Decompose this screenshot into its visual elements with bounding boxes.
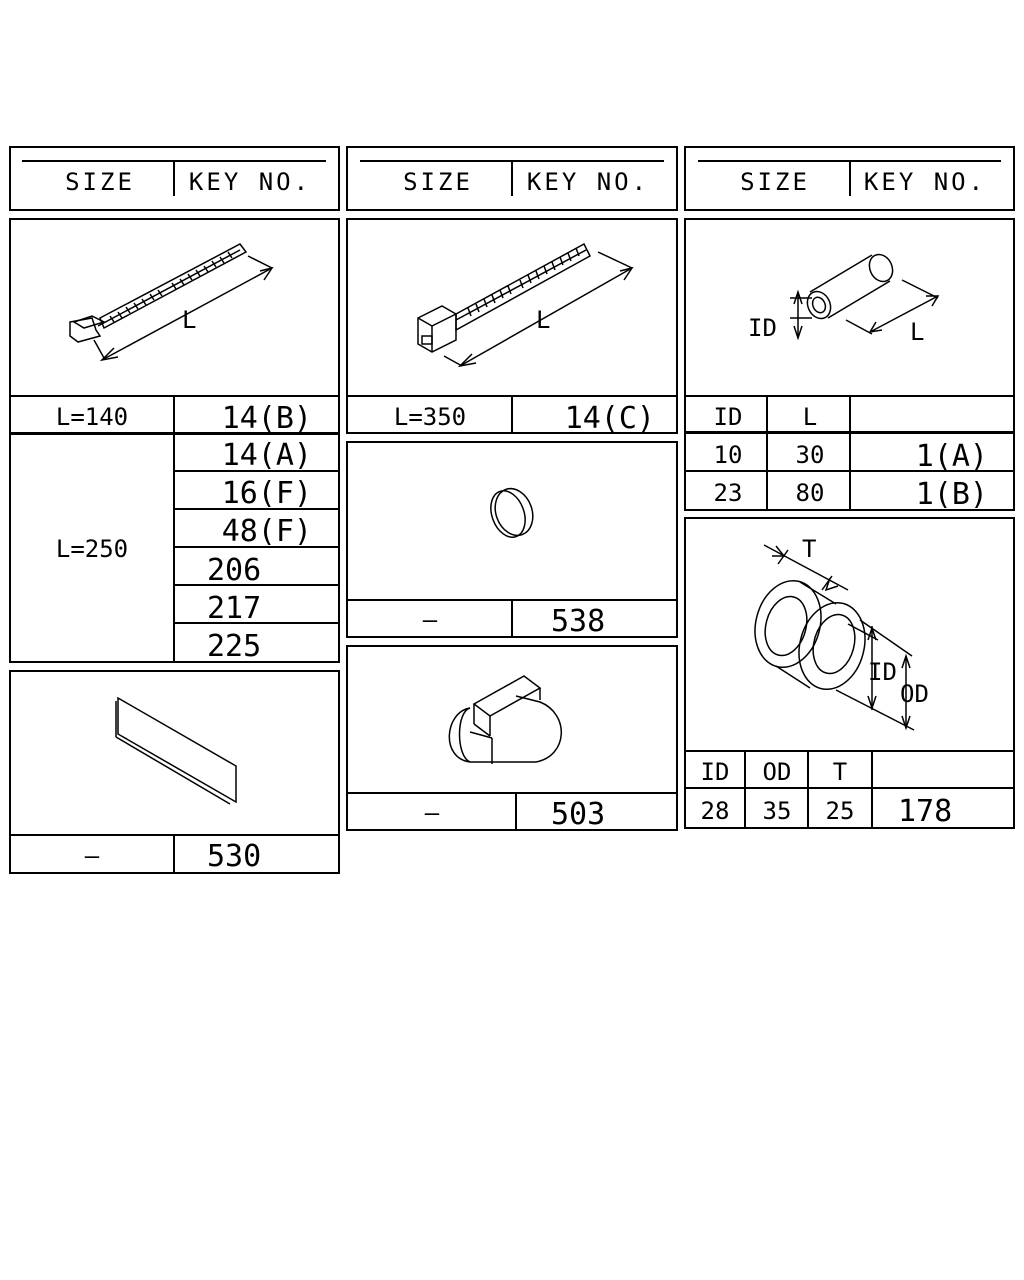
dimension-l xyxy=(846,280,938,346)
header-col3 xyxy=(685,147,1014,210)
size-cell: L=140 xyxy=(55,403,129,431)
size-cell: L=350 xyxy=(393,403,467,431)
id-cell: 28 xyxy=(700,797,730,825)
key-cell: 217 xyxy=(207,591,262,626)
header-key-label: KEY NO. xyxy=(188,168,312,196)
clip-illustration xyxy=(449,676,561,764)
header-size-label: SIZE xyxy=(65,168,135,196)
cable-tie-illustration xyxy=(418,244,590,352)
disc-panel xyxy=(347,442,677,639)
key-cell: 14(A) xyxy=(221,438,312,473)
column-header: OD xyxy=(762,758,792,786)
grommet-illustration xyxy=(746,573,875,697)
l-cell: 80 xyxy=(795,479,825,507)
dimension-t-label: T xyxy=(802,535,817,563)
key-cell: 178 xyxy=(898,794,953,829)
column-header: L xyxy=(802,403,818,431)
clip-panel xyxy=(347,646,677,832)
tape-panel xyxy=(10,671,339,874)
key-cell: 16(F) xyxy=(221,476,312,511)
cable-tie-illustration xyxy=(70,244,246,342)
column-header: ID xyxy=(700,758,730,786)
cable-tie-long-table xyxy=(10,434,339,664)
dimension-t xyxy=(764,535,848,590)
key-cell: 538 xyxy=(551,604,606,639)
size-cell: L=250 xyxy=(55,535,129,563)
key-cell: 225 xyxy=(207,629,262,664)
dimension-id-label: ID xyxy=(868,658,897,686)
key-cell: 206 xyxy=(207,553,262,588)
dimension-od-label: OD xyxy=(900,680,929,708)
tape-illustration xyxy=(116,698,236,804)
dimension-id xyxy=(748,292,812,342)
key-cell: 14(B) xyxy=(221,401,312,436)
size-cell: — xyxy=(84,842,100,870)
dimension-l-label: L xyxy=(910,318,925,346)
dimension-l xyxy=(94,256,272,360)
key-cell: 48(F) xyxy=(221,514,312,549)
cable-tie-short-panel xyxy=(10,219,339,436)
key-cell: 14(C) xyxy=(564,401,655,436)
od-cell: 35 xyxy=(762,797,792,825)
cable-tie-long-panel xyxy=(347,219,677,436)
tube-panel xyxy=(685,219,1014,433)
key-cell: 1(A) xyxy=(915,439,988,474)
tube-table xyxy=(685,432,1014,512)
disc-illustration xyxy=(485,483,539,542)
header-key-label: KEY NO. xyxy=(863,168,987,196)
size-cell: — xyxy=(424,799,440,827)
column-header: T xyxy=(832,758,848,786)
dimension-l-label: L xyxy=(536,306,551,334)
l-cell: 30 xyxy=(795,441,825,469)
id-cell: 23 xyxy=(713,479,743,507)
key-cell: 1(B) xyxy=(915,477,988,512)
key-cell: 503 xyxy=(551,797,606,832)
tube-illustration xyxy=(803,251,897,323)
header-size-label: SIZE xyxy=(403,168,473,196)
dimension-id-label: ID xyxy=(748,314,777,342)
size-cell: — xyxy=(422,606,438,634)
dimension-l-label: L xyxy=(182,306,197,334)
header-col2 xyxy=(347,147,677,210)
key-cell: 530 xyxy=(207,839,262,874)
grommet-panel xyxy=(685,518,1014,829)
header-size-label: SIZE xyxy=(740,168,810,196)
header-key-label: KEY NO. xyxy=(526,168,650,196)
id-cell: 10 xyxy=(713,441,743,469)
column-header: ID xyxy=(713,403,743,431)
t-cell: 25 xyxy=(825,797,855,825)
header-col1 xyxy=(10,147,339,210)
